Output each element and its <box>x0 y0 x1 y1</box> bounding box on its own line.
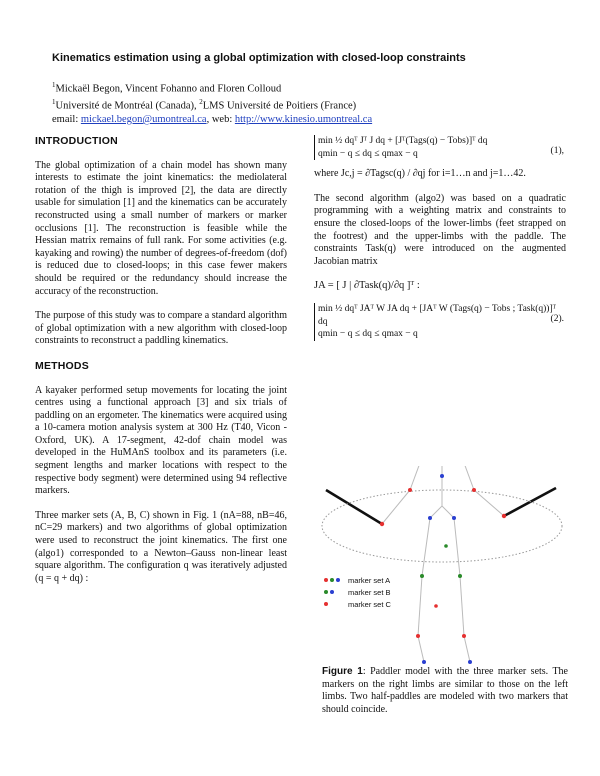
intro-paragraph-2: The purpose of this study was to compare a standard algorithm of global optimization with a new algorithm with closed-loop constraints to reconstruct a paddling kinematics. <box>35 310 287 347</box>
equation-2-line-2: qmin − q ≤ dq ≤ qmax − q <box>318 329 418 340</box>
equation-2-system <box>314 303 566 341</box>
markers <box>380 466 506 664</box>
methods-heading: METHODS <box>35 359 89 372</box>
author-line: $^1$Mickaël Begon, Vincent Fohanno and Floren Colloud <box>52 81 282 95</box>
legend-swatch-a-2 <box>330 578 334 582</box>
email-link[interactable]: mickael.begon@umontreal.ca <box>80 114 207 125</box>
left-half-paddle <box>326 490 382 524</box>
legend-swatch-a-3 <box>336 578 340 582</box>
intro-heading: INTRODUCTION <box>35 135 118 147</box>
legend-swatch-b <box>324 590 328 594</box>
affiliation-1: Université de Montréal (Canada), <box>55 100 197 112</box>
contact-line <box>52 113 372 127</box>
equation-1-line-2: qmin − q ≤ dq ≤ qmax − q <box>318 148 418 159</box>
left-column <box>35 135 287 597</box>
legend-swatch-c <box>324 602 328 606</box>
intro-paragraph-1: The global optimization of a chain model has shown many interests to estimate the joint kinematics: the mediolateral rotation of the thigh is improved [2], the data are directly usable for simulation [1] and the kinematics can be accurately reconstructed using a small number of markers or marker occlusions [1]. The reconstruction is feasible while the Hessian matrix remains of full rank. For some activities (e.g. kayaking and rowing) the number of degrees-of-freedom (dof) is reduced due to closed-loops; in this case fewer makers should be required or the redundancy should increase the accuracy of the reconstruction. <box>35 159 287 297</box>
equation-2-number: (2). <box>550 313 564 324</box>
equation-2 <box>314 303 566 341</box>
equation-1-number: (1), <box>550 146 564 156</box>
caption-label: Figure 1 <box>322 666 363 677</box>
figure-caption <box>322 666 568 716</box>
methods-paragraph-2: Three marker sets (A, B, C) shown in Fig. 1 (nA=88, nB=46, nC=29 markers) and two algorithms of global optimization were used to reconstruct the joint kinematics. The first one (algo1) corresponded to a Newton–Gauss non-linear least square algorithm. The configuration q was iteratively adjusted (q = q + dq) : <box>35 509 287 584</box>
caption-text: : Paddler model with the three marker sets. The markers on the right limbs are similar to those on the left limbs. Two half-paddles are modeled with two markers that should coincide. <box>322 666 568 715</box>
right-column <box>314 135 566 341</box>
paper-title: Kinematics estimation using a global optimization with closed-loop constraints <box>52 52 466 64</box>
affiliation-line: $^1$Université de Montréal (Canada), $^2$LMS Université de Poitiers (France) <box>52 98 357 112</box>
authors: Mickaël Begon, Vincent Fohanno and Floren Colloud <box>55 83 282 95</box>
where-clause: where Jc,j = ∂Tagsc(q) / ∂qj for i=1…n and j=1…42. <box>314 168 526 180</box>
paddler-model-figure <box>318 466 566 666</box>
methods-paragraph-1: A kayaker performed setup movements for locating the joint centres using a functional approach [3] and six trials of paddling on an ergometer. The kinematics were acquired using a 10-camera motion analysis system at 300 Hz (T40, Vicon - Oxford, UK). A 17-segment, 42-dof chain model was developed in the HuMAnS toolbox and its parameters (i.e. segment lengths and marker locations with respect to the respective body segment) were determined using 94 reflective markers. <box>35 384 287 497</box>
algo2-paragraph: The second algorithm (algo2) was based on a quadratic programming with a weighting matrix and constraints to ensure the closed-loops of the lower-limbs (feet strapped on the footrest) and the upper-limbs with the paddle. The constraints Task(q) were introduced on the augmented Jacobian matrix <box>314 192 566 267</box>
legend-swatch-b-2 <box>330 590 334 594</box>
equation-1-system <box>314 135 487 160</box>
equation-2-line-1: min ½ dqᵀ JAᵀ W JA dq + [JAᵀ W (Tags(q) − Tobs ; Task(q))]ᵀ dq <box>318 303 557 327</box>
legend-label-b: marker set B <box>348 588 391 597</box>
affiliation-2: LMS Université de Poitiers (France) <box>202 100 357 112</box>
email-label: email: <box>52 114 79 125</box>
legend-label-c: marker set C <box>348 600 391 609</box>
skeleton <box>382 466 504 662</box>
web-link[interactable]: http://www.kinesio.umontreal.ca <box>234 114 373 125</box>
legend-label-a: marker set A <box>348 576 391 585</box>
legend-swatch-a <box>324 578 328 582</box>
web-label: , web: <box>206 114 233 125</box>
author-block <box>52 79 372 127</box>
equation-1-line-1: min ½ dqᵀ Jᵀ J dq + [Jᵀ(Tags(q) − Tobs)]ᵀ dq <box>318 136 488 146</box>
equation-1 <box>314 135 566 160</box>
marker-legend <box>324 576 392 609</box>
augmented-jacobian-equation: JA = [ J | ∂Task(q)/∂q ]ᵀ : <box>314 280 420 292</box>
